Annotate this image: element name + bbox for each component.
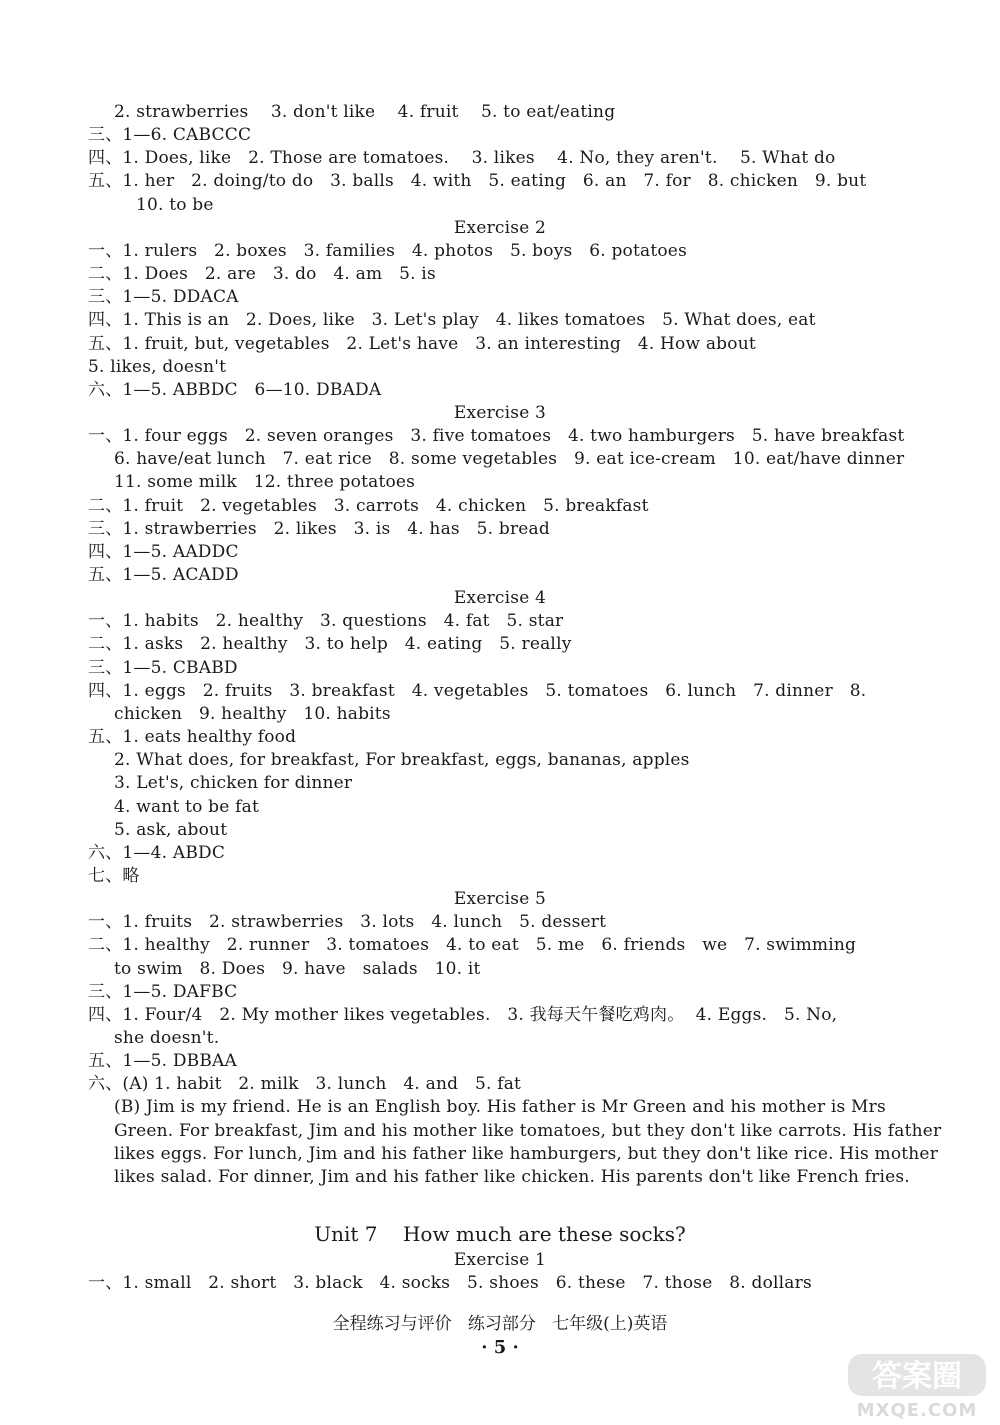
answer-line: 10. to be: [136, 194, 214, 215]
unit-exercise-heading: Exercise 1: [453, 1250, 547, 1270]
answer-line: 一、1. four eggs 2. seven oranges 3. five tomatoes 4. two hamburgers 5. have breakfast: [88, 426, 905, 447]
answer-line: 一、1. habits 2. healthy 3. questions 4. fat 5. star: [88, 611, 564, 632]
exercise-heading: Exercise 5: [453, 889, 547, 910]
answer-line: 2. strawberries 3. don't like 4. fruit 5. to eat/eating: [114, 102, 616, 122]
answer-line: 六、1—5. ABBDC 6—10. DBADA: [88, 379, 382, 400]
answer-line: 4. want to be fat: [114, 796, 259, 817]
answer-line: (B) Jim is my friend. He is an English boy. His father is Mr Green and his mother is Mrs: [114, 1097, 886, 1118]
answer-line: 二、1. Does 2. are 3. do 4. am 5. is: [88, 264, 436, 285]
watermark-logo: [842, 1350, 992, 1422]
answer-line: 四、1—5. AADDC: [88, 541, 239, 562]
exercise-heading: Exercise 3: [453, 402, 547, 423]
answer-line: 四、1. This is an 2. Does, like 3. Let's play 4. likes tomatoes 5. What does, eat: [88, 310, 816, 331]
answer-line: she doesn't.: [114, 1028, 220, 1048]
watermark-logo-icon: [848, 1354, 986, 1421]
unit-answer-line: 一、1. small 2. short 3. black 4. socks 5. shoes 6. these 7. those 8. dollars: [88, 1273, 812, 1293]
svg-text:MXQE.COM: MXQE.COM: [856, 1400, 978, 1421]
answer-line: likes eggs. For lunch, Jim and his father like hamburgers, but they don't like rice. His mother: [114, 1143, 939, 1164]
svg-text:答案圈: 答案圈: [872, 1359, 962, 1394]
answer-line: 五、1—5. DBBAA: [88, 1051, 238, 1072]
answer-line: 11. some milk 12. three potatoes: [114, 472, 416, 493]
answer-line: 二、1. asks 2. healthy 3. to help 4. eating 5. really: [88, 634, 572, 655]
answer-line: 三、1—6. CABCCC: [88, 125, 252, 146]
page-number: · 5 ·: [481, 1337, 519, 1358]
answer-line: 5. likes, doesn't: [88, 356, 227, 377]
answer-line: 三、1. strawberries 2. likes 3. is 4. has 5. bread: [88, 518, 550, 539]
answer-line: 二、1. fruit 2. vegetables 3. carrots 4. chicken 5. breakfast: [88, 495, 649, 516]
answer-line: chicken 9. healthy 10. habits: [114, 703, 391, 724]
answer-line: 三、1—5. DDACA: [88, 287, 239, 308]
answer-line: 五、1. fruit, but, vegetables 2. Let's have 3. an interesting 4. How about: [88, 333, 756, 354]
exercise-heading: Exercise 4: [453, 588, 547, 609]
answer-line: 四、1. Does, like 2. Those are tomatoes. 3. likes 4. No, they aren't. 5. What do: [88, 148, 836, 169]
answer-line: 五、1—5. ACADD: [88, 565, 239, 585]
answer-line: 五、1. her 2. doing/to do 3. balls 4. with 5. eating 6. an 7. for 8. chicken 9. but: [88, 171, 867, 192]
answer-line: Green. For breakfast, Jim and his mother like tomatoes, but they don't like carrots. His father: [114, 1120, 942, 1141]
answer-line: 5. ask, about: [114, 819, 228, 840]
answer-line: 二、1. healthy 2. runner 3. tomatoes 4. to eat 5. me 6. friends we 7. swimming: [88, 935, 857, 956]
answer-line: 3. Let's, chicken for dinner: [114, 773, 353, 794]
answer-line: 三、1—5. DAFBC: [88, 981, 238, 1002]
answer-line: 一、1. rulers 2. boxes 3. families 4. photos 5. boys 6. potatoes: [88, 240, 687, 261]
answer-line: 6. have/eat lunch 7. eat rice 8. some vegetables 9. eat ice-cream 10. eat/have dinner: [114, 449, 905, 470]
exercise-heading: Exercise 2: [453, 217, 547, 238]
answer-line: 六、1—4. ABDC: [88, 842, 226, 863]
answer-line: 2. What does, for breakfast, For breakfast, eggs, bananas, apples: [114, 750, 690, 771]
page-footer: 全程练习与评价 练习部分 七年级(上)英语: [332, 1314, 668, 1334]
answer-line: 三、1—5. CBABD: [88, 657, 238, 678]
answer-line: 七、略: [88, 865, 140, 886]
unit-title: Unit 7 How much are these socks?: [314, 1222, 686, 1246]
answer-line: 六、(A) 1. habit 2. milk 3. lunch 4. and 5. fat: [88, 1074, 522, 1095]
answer-line: to swim 8. Does 9. have salads 10. it: [114, 958, 481, 979]
answer-line: 一、1. fruits 2. strawberries 3. lots 4. lunch 5. dessert: [88, 912, 607, 933]
answer-line: 四、1. Four/4 2. My mother likes vegetables. 3. 我每天午餐吃鸡肉。 4. Eggs. 5. No,: [88, 1004, 838, 1025]
answer-line: 四、1. eggs 2. fruits 3. breakfast 4. vegetables 5. tomatoes 6. lunch 7. dinner 8.: [88, 680, 867, 701]
answer-line: 五、1. eats healthy food: [88, 727, 297, 748]
answer-line: likes salad. For dinner, Jim and his father like chicken. His parents don't like French fries.: [114, 1166, 910, 1187]
